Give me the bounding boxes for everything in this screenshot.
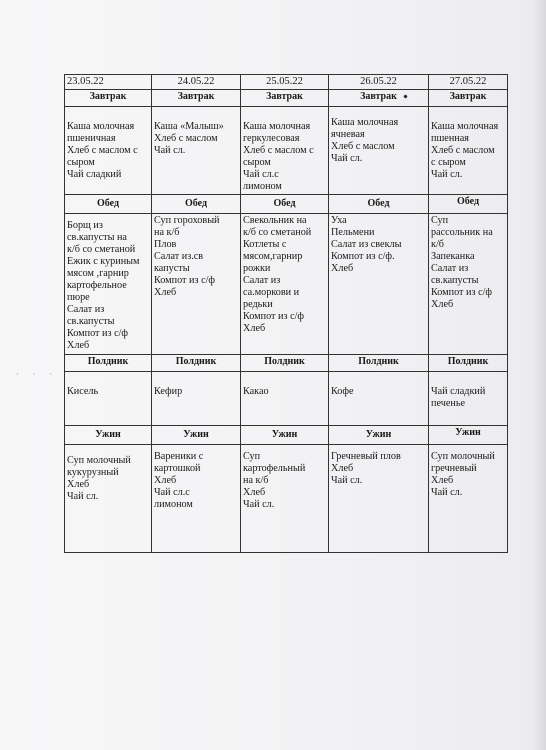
meal-heading: Ужин [152, 426, 241, 445]
dish-line: на к/б [243, 475, 269, 486]
dish-line: св.капусты [431, 275, 479, 286]
dish-line: Каша молочная [67, 121, 135, 132]
dish-line: гречневый [431, 463, 477, 474]
menu-cell [65, 372, 152, 426]
dish-line: Кисель [67, 386, 99, 397]
dish-line: Какао [243, 386, 269, 397]
dish-line: Хлеб с маслом [331, 141, 395, 152]
menu-cell [152, 107, 241, 195]
dish-line: пшеничная [67, 133, 116, 144]
dish-line: к/б [431, 239, 444, 250]
meal-heading: Полдник [329, 355, 429, 372]
dish-line: Кефир [154, 386, 183, 397]
dish-line: Свекольник на [243, 215, 307, 226]
dish-line: Суп молочный [67, 455, 131, 466]
dish-line: Каша молочная [243, 121, 311, 132]
dish-line: капусты [154, 263, 190, 274]
dish-line: Каша молочная [331, 117, 399, 128]
dish-line: Компот из с/ф [431, 287, 493, 298]
dish-line: Салат из [243, 275, 281, 286]
menu-cell [329, 372, 429, 426]
weekly-menu-table [64, 74, 508, 553]
dish-line: лимоном [243, 181, 282, 192]
meal-heading: Полдник [65, 355, 152, 372]
dish-line: Ежик с куриным [67, 256, 140, 267]
meal-heading: Обед [329, 195, 429, 214]
dish-line: св.капусты [67, 316, 115, 327]
menu-cell [65, 107, 152, 195]
dish-line: Чай сл.с [243, 169, 279, 180]
meal-heading: Ужин [329, 426, 429, 445]
dish-line: картофельное [67, 280, 127, 291]
menu-cell [241, 214, 329, 355]
dish-line: Гречневый плов [331, 451, 401, 462]
dish-line: Хлеб [154, 287, 177, 298]
dish-line: Чай сл. [331, 153, 363, 164]
dish-line: Кофе [331, 386, 354, 397]
dish-line: Хлеб с маслом с [243, 145, 314, 156]
dish-line: Чай сл. [243, 499, 275, 510]
dish-line: Каша молочная [431, 121, 499, 132]
lunch-header-row [65, 195, 508, 214]
dish-line: картофельный [243, 463, 306, 474]
dish-line: Салат из [431, 263, 469, 274]
dish-line: Чай сл.с [154, 487, 190, 498]
dish-line: Суп гороховый [154, 215, 220, 226]
dish-line: геркулесовая [243, 133, 300, 144]
dish-line: Хлеб [243, 323, 266, 334]
dish-line: Хлеб [331, 263, 354, 274]
dish-line: Компот из с/ф [154, 275, 216, 286]
dish-line: Хлеб [67, 340, 90, 351]
dish-line: Хлеб [243, 487, 266, 498]
dish-line: Хлеб [331, 463, 354, 474]
dish-line: пюре [67, 292, 90, 303]
date-row [65, 75, 508, 90]
menu-cell [65, 214, 152, 355]
menu-cell [329, 107, 429, 195]
dinner-header-row [65, 426, 508, 445]
meal-heading: Завтрак [65, 90, 152, 107]
dish-line: мясом ,гарнир [67, 268, 129, 279]
dish-line: Хлеб [154, 475, 177, 486]
dish-line: Чай сл. [431, 169, 463, 180]
date-cell: 23.05.22 [65, 75, 152, 90]
meal-heading: Полдник [152, 355, 241, 372]
dinner-items-row [65, 445, 508, 553]
menu-cell [329, 214, 429, 355]
dish-line: Уха [331, 215, 347, 226]
dish-line: Хлеб [431, 299, 454, 310]
menu-cell [429, 372, 508, 426]
dish-line: Компот из с/ф. [331, 251, 395, 262]
menu-cell [429, 214, 508, 355]
dish-line: Чай сладкий [67, 169, 122, 180]
menu-cell [152, 445, 241, 553]
menu-cell [152, 372, 241, 426]
dish-line: кукурузный [67, 467, 119, 478]
meal-heading: Полдник [241, 355, 329, 372]
dish-line: Хлеб [431, 475, 454, 486]
date-cell: 26.05.22 [329, 75, 429, 90]
paper-edge-shadow [532, 0, 546, 750]
dish-line: на к/б [154, 227, 180, 238]
dish-line: картошкой [154, 463, 201, 474]
dish-line: Компот из с/ф [243, 311, 305, 322]
dish-line: к/б со сметаной [67, 244, 136, 255]
dish-line: печенье [431, 398, 465, 409]
dish-line: Хлеб с маслом с [67, 145, 138, 156]
dish-line: Чай сладкий [431, 386, 486, 397]
dish-line: Каша «Малыш» [154, 121, 224, 132]
meal-heading: Обед [65, 195, 152, 214]
menu-cell [241, 372, 329, 426]
dish-line: Котлеты с [243, 239, 287, 250]
dish-line: сыром [67, 157, 95, 168]
dish-line: Салат из.св [154, 251, 204, 262]
snack-items-row [65, 372, 508, 426]
dish-line: св.капусты на [67, 232, 127, 243]
dish-line: са.моркови и [243, 287, 300, 298]
dish-line: лимоном [154, 499, 193, 510]
dish-line: мясом,гарнир [243, 251, 303, 262]
dish-line: Запеканка [431, 251, 475, 262]
dish-line: рожки [243, 263, 271, 274]
dish-line: Чай сл. [154, 145, 186, 156]
dish-line: Борщ из [67, 220, 103, 231]
dish-line: рассольник на [431, 227, 493, 238]
dish-line: сыром [243, 157, 271, 168]
dish-line: Чай сл. [431, 487, 463, 498]
meal-heading: Завтрак [329, 90, 429, 107]
meal-heading: Ужин [241, 426, 329, 445]
dish-line: редьки [243, 299, 273, 310]
dish-line: Плов [154, 239, 177, 250]
dish-line: к/б со сметаной [243, 227, 312, 238]
meal-heading: Завтрак [241, 90, 329, 107]
meal-heading: Ужин [65, 426, 152, 445]
dish-line: Салат из свеклы [331, 239, 402, 250]
menu-cell [241, 445, 329, 553]
dish-line: Хлеб [67, 479, 90, 490]
date-cell: 24.05.22 [152, 75, 241, 90]
dish-line: пшенная [431, 133, 469, 144]
menu-cell [329, 445, 429, 553]
dish-line: Пельмени [331, 227, 375, 238]
date-cell: 25.05.22 [241, 75, 329, 90]
dish-line: Хлеб с маслом [154, 133, 218, 144]
meal-heading: Завтрак [429, 90, 508, 107]
meal-heading: Полдник [429, 355, 508, 372]
lunch-items-row [65, 214, 508, 355]
meal-heading: Обед [241, 195, 329, 214]
meal-heading: Обед [152, 195, 241, 214]
dish-line: Салат из [67, 304, 105, 315]
menu-cell [429, 107, 508, 195]
meal-heading: Завтрак [152, 90, 241, 107]
meal-heading: Ужин [429, 426, 508, 445]
breakfast-items-row [65, 107, 508, 195]
dish-line: с сыром [431, 157, 466, 168]
meal-heading: Обед [429, 195, 508, 214]
dish-line: Хлеб с маслом [431, 145, 495, 156]
dish-line: Вареники с [154, 451, 204, 462]
dish-line: Суп [243, 451, 261, 462]
dish-line: Компот из с/ф [67, 328, 129, 339]
dish-line: Суп [431, 215, 449, 226]
scan-specks: · · · [16, 370, 58, 379]
menu-cell [65, 445, 152, 553]
dish-line: Чай сл. [67, 491, 99, 502]
snack-header-row [65, 355, 508, 372]
date-cell: 27.05.22 [429, 75, 508, 90]
menu-cell [429, 445, 508, 553]
dish-line: Суп молочный [431, 451, 495, 462]
dish-line: Чай сл. [331, 475, 363, 486]
dish-line: ячневая [331, 129, 365, 140]
breakfast-header-row [65, 90, 508, 107]
menu-cell [152, 214, 241, 355]
menu-cell [241, 107, 329, 195]
